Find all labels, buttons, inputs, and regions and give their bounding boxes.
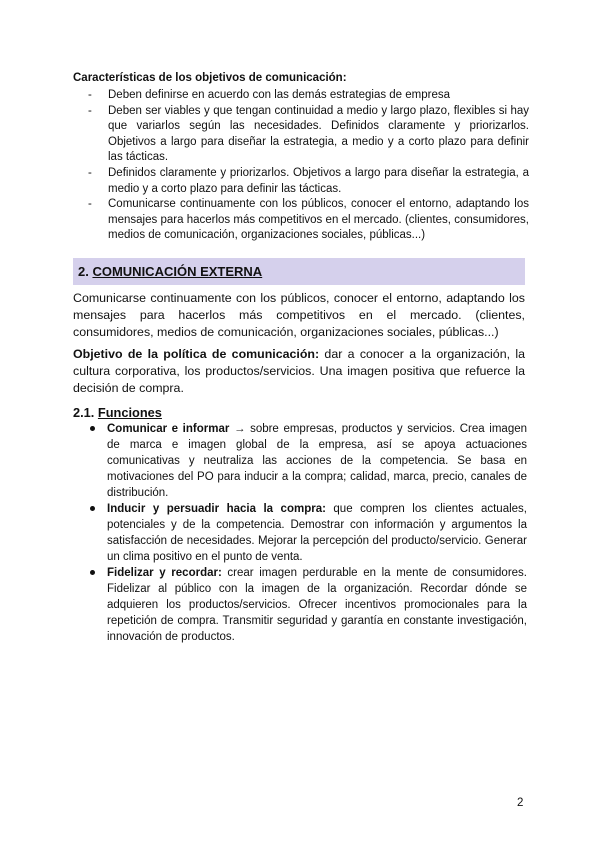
dash-marker: - bbox=[88, 166, 92, 179]
bullet-icon bbox=[90, 570, 95, 575]
list-item bbox=[88, 501, 527, 565]
page-number: 2 bbox=[517, 797, 524, 809]
dash-marker: - bbox=[88, 198, 92, 211]
section-title: COMUNICACIÓN EXTERNA bbox=[92, 264, 263, 279]
list-item: - Deben ser viables y que tengan continuidad a medio y largo plazo, flexibles si hay que variarlos según las necesidades. Definidos claramente y priorizarlos. Objetivos a largo para diseñar la estrategia, a medio y a corto plazo para definir las tácticas. bbox=[88, 104, 529, 164]
list-item: - Deben definirse en acuerdo con las demás estrategias de empresa bbox=[88, 88, 529, 104]
function-lead: Inducir y persuadir hacia la compra: bbox=[107, 503, 326, 515]
subsection-number: 2.1. bbox=[73, 405, 95, 420]
list-item bbox=[88, 421, 527, 501]
policy-paragraph bbox=[73, 346, 525, 396]
policy-text: dar a conocer a la organización, la cultura corporativa, los productos/servicios. Una imagen positiva que refuerce la decisión de compra. bbox=[73, 347, 525, 395]
subsection-title: Funciones bbox=[97, 405, 162, 420]
function-text: crear imagen perdurable en la mente de consumidores. Fidelizar al público con la imagen de la organización. Recordar dónde se adquieren los productos/servicios. Ofrecer incentivos promocionales para la repetición de compra. Transmitir seguridad y garantía en constante investigación, innovación de productos. bbox=[107, 567, 527, 643]
section-number: 2. bbox=[78, 264, 89, 279]
list-item: - Definidos claramente y priorizarlos. Objetivos a largo para diseñar la estrategia, a medio y a corto plazo para definir las tácticas. bbox=[88, 166, 529, 195]
dash-marker: - bbox=[88, 89, 92, 101]
bullet-icon bbox=[90, 426, 95, 431]
intro-paragraph: Comunicarse continuamente con los públicos, conocer el entorno, adaptando los mensajes para hacerlos más competitivos en el mercado. (clientes, consumidores, medios de comunicación, organizaciones sociales, públicas...) bbox=[73, 291, 525, 339]
functions-list bbox=[88, 421, 527, 645]
subsection-heading bbox=[73, 405, 162, 420]
list-item bbox=[88, 565, 527, 645]
function-lead: Fidelizar y recordar: bbox=[107, 567, 222, 579]
function-text: → sobre empresas, productos y servicios. Crea imagen de marca e imagen global de la empresa, así se apoya actuaciones comunicativas y neutraliza las acciones de la competencia. Se basa en motivaciones del PO para inducir a la compra; calidad, marca, precio, canales de distribución. bbox=[107, 423, 528, 499]
characteristics-heading: Características de los objetivos de comunicación: bbox=[73, 72, 347, 84]
list-item: - Comunicarse continuamente con los públicos, conocer el entorno, adaptando los mensajes para hacerlos más competitivos en el mercado. (clientes, consumidores, medios de comunicación, organizaciones sociales, públicas...) bbox=[88, 198, 529, 242]
policy-label: Objetivo de la política de comunicación: bbox=[73, 347, 320, 361]
bullet-icon bbox=[90, 506, 95, 511]
characteristics-list bbox=[88, 88, 529, 244]
section-heading-bar bbox=[73, 258, 525, 285]
section-heading bbox=[78, 264, 262, 279]
function-lead: Comunicar e informar bbox=[107, 423, 230, 435]
dash-marker: - bbox=[88, 104, 92, 117]
function-text: que compren los clientes actuales, potenciales y de la competencia. Demostrar con información y argumentos la satisfacción de necesidades. Mejorar la percepción del producto/servicio. Generar un clima positivo en el punto de venta. bbox=[107, 503, 527, 563]
